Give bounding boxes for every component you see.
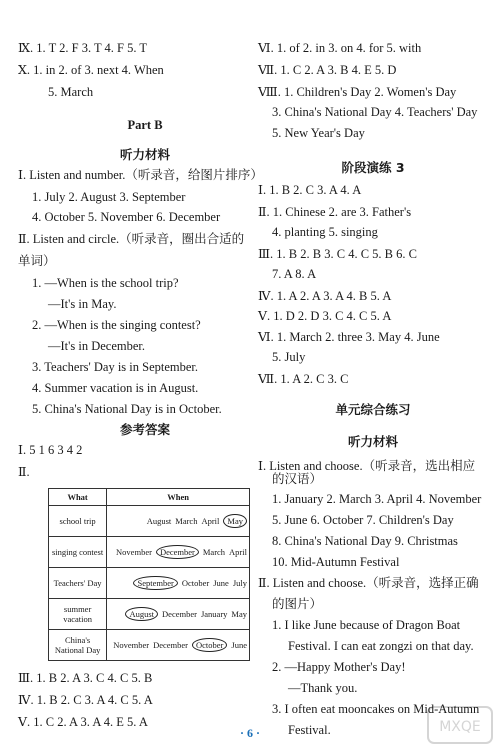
left-line-2: Ⅹ. 1. in 2. of 3. next 4. When xyxy=(18,63,164,77)
table-cell-when xyxy=(107,537,250,568)
left-line-21: Ⅴ. 1. C 2. A 3. A 4. E 5. A xyxy=(18,715,148,729)
left-line-14: 3. Teachers' Day is in September. xyxy=(32,360,199,374)
right-line-2: Ⅶ. 1. C 2. A 3. B 4. E 5. D xyxy=(258,63,397,77)
when-option: October xyxy=(192,638,227,652)
when-option: June xyxy=(213,578,229,588)
right-line-24: 的图片） xyxy=(272,597,323,611)
table-cell-when xyxy=(107,568,250,599)
right-line-25: 1. I like June because of Dragon Boat xyxy=(272,618,461,632)
right-line-11: Ⅳ. 1. A 2. A 3. A 4. B 5. A xyxy=(258,289,392,303)
table-row xyxy=(49,537,250,568)
table-cell-what: school trip xyxy=(49,506,107,537)
right-line-6: Ⅰ. 1. B 2. C 3. A 4. A xyxy=(258,183,362,197)
right-line-30: Festival. xyxy=(288,723,331,737)
left-line-9: 单词） xyxy=(18,254,56,268)
table-row xyxy=(49,506,250,537)
left-line-6: 1. July 2. August 3. September xyxy=(32,190,186,204)
right-line-27: 2. —Happy Mother's Day! xyxy=(272,660,406,674)
left-line-7: 4. October 5. November 6. December xyxy=(32,210,221,224)
left-line-3: 5. March xyxy=(48,85,94,99)
right-listening-heading: 听力材料 xyxy=(347,434,398,449)
right-line-5: 5. New Year's Day xyxy=(272,126,365,140)
left-line-11: —It's in May. xyxy=(48,297,117,311)
right-line-16: Ⅰ. Listen and choose.（听录音，选出相应 xyxy=(258,459,476,473)
right-subline: 的汉语） xyxy=(272,472,323,486)
svg-text:MXQE: MXQE xyxy=(439,719,481,735)
left-line-15: 4. Summer vacation is in August. xyxy=(32,381,199,395)
left-line-12: 2. —When is the singing contest? xyxy=(32,318,201,332)
left-line-1: Ⅸ. 1. T 2. F 3. T 4. F 5. T xyxy=(18,41,147,55)
table-cell-when xyxy=(107,506,250,537)
when-option: April xyxy=(201,516,220,526)
right-line-3: Ⅷ. 1. Children's Day 2. Women's Day xyxy=(258,85,457,99)
table-header-when: When xyxy=(107,489,250,506)
right-line-8: 4. planting 5. singing xyxy=(272,225,378,239)
when-option: November xyxy=(116,547,152,557)
left-line-5: Ⅰ. Listen and number.（听录音，给图片排序） xyxy=(18,168,263,182)
left-line-13: —It's in December. xyxy=(48,339,146,353)
table-cell-what: singing contest xyxy=(49,537,107,568)
left-line-20: Ⅳ. 1. B 2. C 3. A 4. C 5. A xyxy=(18,693,153,707)
left-line-18: Ⅱ. xyxy=(18,465,30,479)
table-cell-when xyxy=(107,599,250,630)
when-table xyxy=(48,488,250,661)
right-line-28: —Thank you. xyxy=(288,681,358,695)
page-number: · 6 · xyxy=(239,726,260,740)
when-option: December xyxy=(162,609,197,619)
right-line-13: Ⅵ. 1. March 2. three 3. May 4. June xyxy=(258,330,440,344)
table-header-row xyxy=(49,489,250,506)
when-option: March xyxy=(202,547,226,557)
right-line-10: 7. A 8. A xyxy=(272,267,317,281)
right-line-7: Ⅱ. 1. Chinese 2. are 3. Father's xyxy=(258,205,412,219)
when-option: May xyxy=(231,609,247,619)
unit-practice-heading: 单元综合练习 xyxy=(335,402,411,417)
table-row xyxy=(49,630,250,661)
right-line-22: 10. Mid-Autumn Festival xyxy=(272,555,400,569)
when-option: May xyxy=(223,514,247,528)
when-option: December xyxy=(156,545,199,559)
when-option: August xyxy=(146,516,172,526)
right-line-1: Ⅵ. 1. of 2. in 3. on 4. for 5. with xyxy=(258,41,422,55)
table-header-what: What xyxy=(49,489,107,506)
when-option: November xyxy=(113,640,150,650)
when-option: August xyxy=(125,607,158,621)
table-row xyxy=(49,568,250,599)
left-listening-heading: 听力材料 xyxy=(119,147,170,162)
answers-heading: 参考答案 xyxy=(119,422,170,437)
when-option: September xyxy=(133,576,177,590)
when-option: July xyxy=(232,578,247,588)
right-line-9: Ⅲ. 1. B 2. B 3. C 4. C 5. B 6. C xyxy=(258,247,417,261)
table-cell-what: China's National Day xyxy=(49,630,107,661)
left-line-16: 5. China's National Day is in October. xyxy=(32,402,222,416)
left-line-10: 1. —When is the school trip? xyxy=(32,276,179,290)
right-line-21: 8. China's National Day 9. Christmas xyxy=(272,534,458,548)
right-line-12: Ⅴ. 1. D 2. D 3. C 4. C 5. A xyxy=(258,309,392,323)
table-row xyxy=(49,599,250,630)
right-line-23: Ⅱ. Listen and choose.（听录音，选择正确 xyxy=(258,576,479,590)
when-option: April xyxy=(229,547,247,557)
right-line-26: Festival. I can eat zongzi on that day. xyxy=(288,639,474,653)
when-option: June xyxy=(231,640,247,650)
left-line-8: Ⅱ. Listen and circle.（听录音，圈出合适的 xyxy=(18,232,245,246)
when-option: January xyxy=(200,609,228,619)
right-line-20: 5. June 6. October 7. Children's Day xyxy=(272,513,454,527)
stage-practice-heading: 阶段演练 3 xyxy=(341,160,405,175)
table-cell-when xyxy=(107,630,250,661)
when-option: October xyxy=(181,578,210,588)
right-line-19: 1. January 2. March 3. April 4. November xyxy=(272,492,482,506)
right-line-4: 3. China's National Day 4. Teachers' Day xyxy=(272,105,478,119)
when-option: March xyxy=(175,516,198,526)
table-cell-what: summer vacation xyxy=(49,599,107,630)
right-line-29: 3. I often eat mooncakes on Mid-Autumn xyxy=(272,702,480,716)
table-cell-what: Teachers' Day xyxy=(49,568,107,599)
when-option: December xyxy=(153,640,189,650)
right-line-15: Ⅶ. 1. A 2. C 3. C xyxy=(258,372,349,386)
left-line-19: Ⅲ. 1. B 2. A 3. C 4. C 5. B xyxy=(18,671,153,685)
part-b-heading: Part B xyxy=(127,118,163,132)
right-line-14: 5. July xyxy=(272,350,306,364)
left-line-17: Ⅰ. 5 1 6 3 4 2 xyxy=(18,443,83,457)
